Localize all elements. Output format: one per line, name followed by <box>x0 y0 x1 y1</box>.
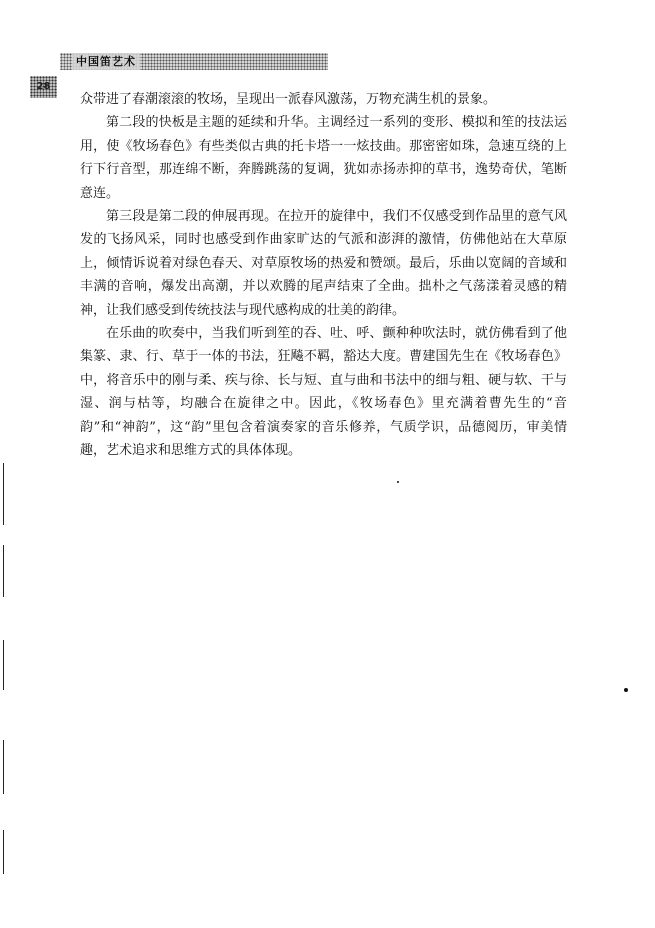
scan-edge-mark <box>3 830 4 874</box>
body-text <box>80 88 567 463</box>
scan-edge-mark <box>3 640 4 690</box>
paragraph: 在乐曲的吹奏中，当我们听到笙的吞、吐、呼、颤种种吹法时，就仿佛看到了他集篆、隶、行、草于一体的书法，狂飚不羁，豁达大度。曹建国先生在《牧场春色》中，将音乐中的刚与柔、疾与徐、长与短、直与曲和书法中的细与粗、硬与软、干与湿、润与枯等，均融合在旋律之中。因此，《牧场春色》里充满着曹先生的“音韵”和“神韵”，这“韵”里包含着演奏家的音乐修养，气质学识，品德阅历，审美情趣，艺术追求和思维方式的具体体现。 <box>80 326 567 459</box>
running-header-title: 中国笛艺术 <box>72 53 140 70</box>
speck <box>397 481 399 483</box>
paragraph: 众带进了春潮滚滚的牧场，呈现出一派春风激荡，万物充满生机的景象。 <box>80 92 497 107</box>
scan-edge-mark <box>3 463 4 525</box>
speck <box>624 688 628 692</box>
paragraph: 第三段是第二段的伸展再现。在拉开的旋律中，我们不仅感受到作品里的意气风发的飞扬风采，同时也感受到作曲家旷达的气派和澎湃的激情，仿佛他站在大草原上，倾情诉说着对绿色春天、对草原牧场的热爱和赞颂。最后，乐曲以宽阔的音域和丰满的音响，爆发出高潮，并以欢腾的尾声结束了全曲。拙朴之气荡漾着灵感的精神，让我们感受到传统技法与现代感构成的壮美的韵律。 <box>80 209 567 318</box>
scan-edge-mark <box>3 545 4 597</box>
paragraph: 第二段的快板是主题的延续和升华。主调经过一系列的变形、模拟和笙的技法运用，使《牧场春色》有些类似古典的托卡塔一一炫技曲。那密密如珠，急速互绕的上行下行音型，那连绵不断，奔腾跳荡的复调，犹如赤扬赤抑的草书，逸势奇伏，笔断意连。 <box>80 115 567 201</box>
page-number: 28 <box>36 81 51 92</box>
scan-edge-mark <box>3 740 4 794</box>
